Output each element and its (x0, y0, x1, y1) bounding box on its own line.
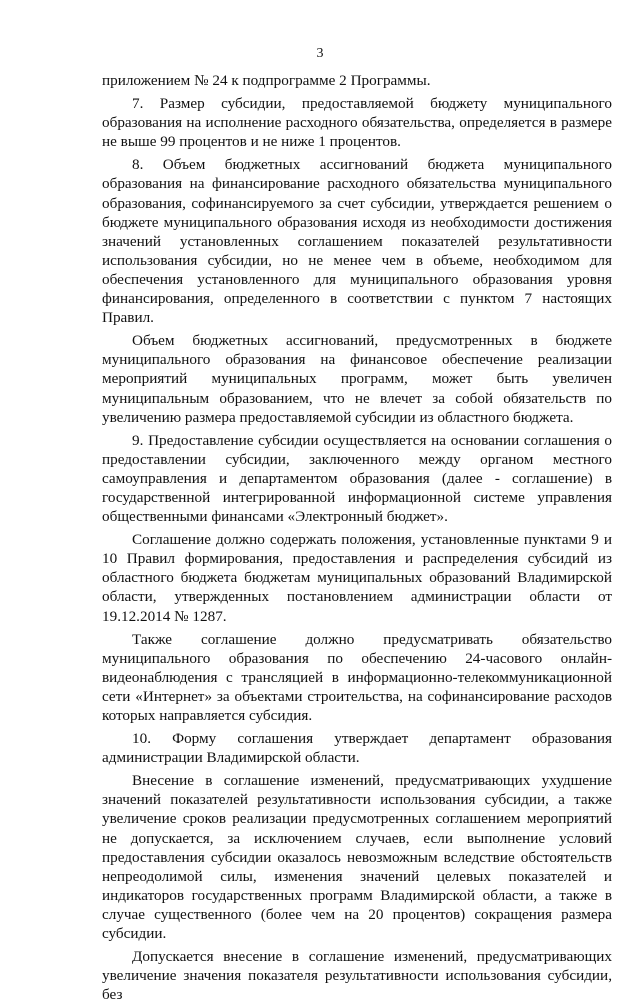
paragraph-3: 8. Объем бюджетных ассигнований бюджета муниципального образования на финансирование расходного обязательства муниципального образования, софинансируемого за счет субсидии, утверждается решением о бюджете муниципального образования исходя из необходимости достижения значений установленных соглашением показателей результативности использования субсидии, но не менее чем в объеме, необходимом для обеспечения установленного для муниципального образования уровня финансирования, определенного в соответствии с пунктом 7 настоящих Правил. (102, 156, 612, 327)
paragraph-5: 9. Предоставление субсидии осуществляется на основании соглашения о предоставлении субсидии, заключенного между органом местного самоуправления и департаментом образования (далее - соглашение) в государственной интегрированной информационной системе управления общественными финансами «Электронный бюджет». (102, 431, 612, 526)
paragraph-9: Внесение в соглашение изменений, предусматривающих ухудшение значений показателей результативности использования субсидии, а также увеличение сроков реализации предусмотренных соглашением мероприятий не допускается, за исключением случаев, если выполнение условий предоставления субсидии оказалось невозможным вследствие обстоятельств непреодолимой силы, изменения значений целевых показателей и индикаторов государственных программ Владимирской области, а также в случае существенного (более чем на 20 процентов) сокращения размера субсидии. (102, 772, 612, 943)
paragraph-10: Допускается внесение в соглашение изменений, предусматривающих увеличение значения показателя результативности использования субсидии, без (102, 948, 612, 1004)
paragraph-4: Объем бюджетных ассигнований, предусмотренных в бюджете муниципального образования на финансовое обеспечение реализации мероприятий муниципальных программ, может быть увеличен муниципальным образованием, что не влечет за собой обязательств по увеличению размера предоставляемой субсидии из областного бюджета. (102, 332, 612, 426)
paragraph-8: 10. Форму соглашения утверждает департамент образования администрации Владимирской области. (102, 730, 612, 767)
paragraph-7: Также соглашение должно предусматривать обязательство муниципального образования по обеспечению 24-часового онлайн-видеонаблюдения с трансляцией в информационно-телекоммуникационной сети «Интернет» за объектами строительства, на софинансирование расходов которых направляется субсидия. (102, 630, 612, 724)
page-number: 3 (316, 46, 324, 61)
paragraph-1: приложением № 24 к подпрограмме 2 Программы. (102, 72, 431, 89)
paragraph-6: Соглашение должно содержать положения, установленные пунктами 9 и 10 Правил формирования, предоставления и распределения субсидий из областного бюджета бюджетам муниципальных образований Владимирской области, утвержденных постановлением администрации области от 19.12.2014 № 1287. (102, 531, 612, 625)
document-body (102, 71, 612, 1008)
paragraph-2: 7. Размер субсидии, предоставляемой бюджету муниципального образования на исполнение расходного обязательства, определяется в размере не выше 99 процентов и не ниже 1 процентов. (102, 95, 612, 151)
